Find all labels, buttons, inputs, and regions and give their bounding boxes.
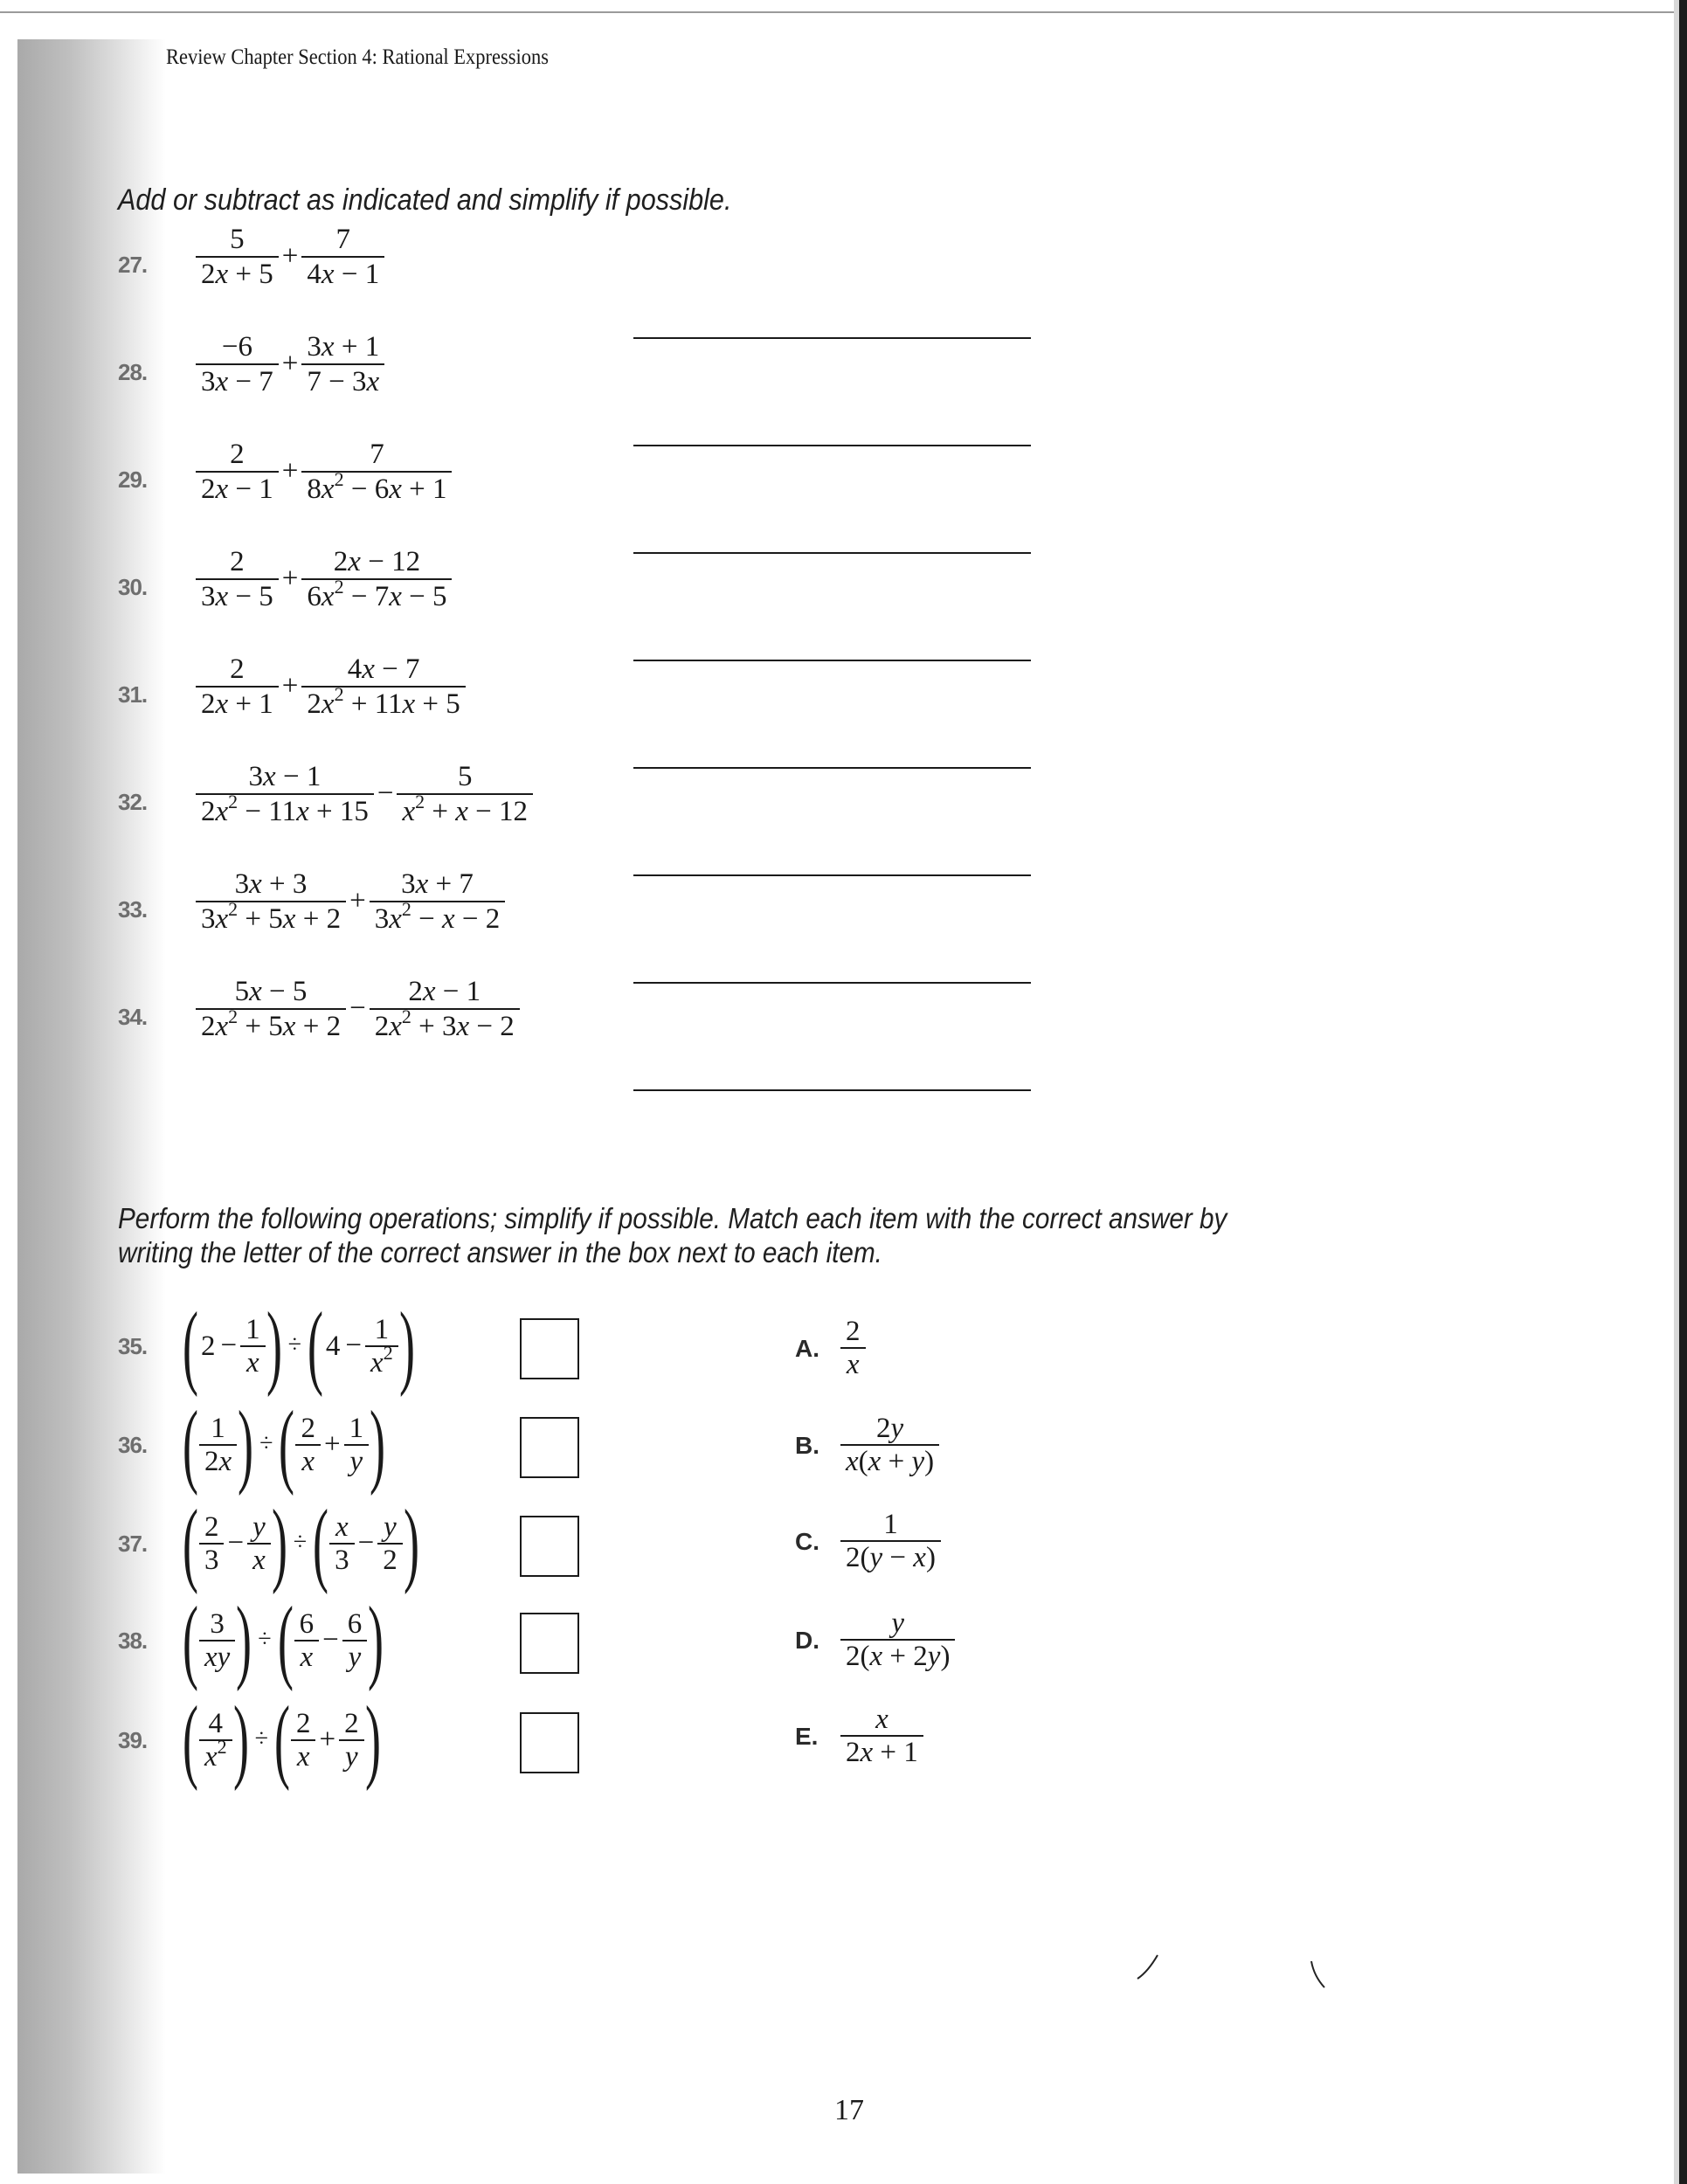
variable: x	[366, 366, 380, 397]
variable: y	[344, 1741, 358, 1773]
choice-fraction	[839, 1704, 925, 1768]
left-paren: (	[182, 1294, 198, 1398]
variable: x	[296, 1741, 310, 1773]
fraction	[363, 1314, 400, 1379]
problem-expression	[182, 1393, 386, 1496]
fraction	[376, 1511, 404, 1576]
variable: x	[415, 868, 429, 900]
problem-expression	[182, 1491, 419, 1595]
denominator: 2x + 1	[201, 688, 273, 720]
answer-box[interactable]	[520, 1417, 579, 1478]
variable: y	[349, 1446, 363, 1477]
problem-number: 39.	[118, 1727, 148, 1753]
numerator	[870, 1704, 894, 1735]
pen-mark-right	[1309, 1959, 1326, 1994]
problem-number: 37.	[118, 1531, 148, 1557]
right-paren: )	[403, 1491, 419, 1595]
divide-operator: ÷	[258, 1626, 272, 1653]
choice-fraction	[839, 1607, 957, 1672]
problem-expression	[194, 438, 453, 506]
right-paren: )	[368, 1588, 384, 1692]
exponent: 2	[217, 1736, 227, 1758]
variable: x	[868, 1446, 882, 1477]
variable: x	[913, 1542, 926, 1573]
numerator: 1	[211, 1413, 225, 1444]
variable: x	[215, 796, 229, 827]
numerator: 5	[458, 761, 473, 792]
denominator: 7 − 3x	[307, 366, 380, 397]
variable: y	[348, 1641, 362, 1673]
variable: x	[218, 1446, 232, 1477]
divide-operator: ÷	[259, 1430, 273, 1457]
variable: x	[389, 903, 402, 935]
denominator: 2x + 5	[201, 259, 273, 290]
fraction	[197, 1608, 237, 1673]
left-fraction	[194, 438, 280, 506]
right-paren: )	[238, 1393, 254, 1496]
denominator	[841, 1349, 865, 1380]
problem-expression	[194, 975, 522, 1043]
right-paren: )	[236, 1588, 252, 1692]
choice-fraction	[839, 1509, 943, 1573]
variable: x	[389, 473, 402, 505]
variable: x	[456, 1011, 470, 1042]
scan-edge-top	[0, 11, 1679, 13]
choice-letter: D.	[795, 1627, 819, 1654]
problem-expression	[182, 1588, 384, 1692]
numerator	[886, 1607, 909, 1639]
answer-line[interactable]	[633, 552, 1031, 554]
right-fraction	[300, 545, 453, 613]
problem-expression	[194, 867, 507, 936]
exponent: 2	[383, 1342, 393, 1364]
fraction	[342, 1413, 371, 1477]
variable: x	[301, 1446, 315, 1477]
variable: x	[389, 581, 402, 612]
problem-expression	[194, 330, 386, 398]
choice-fraction	[839, 1316, 868, 1380]
numerator: 1	[245, 1314, 260, 1345]
denominator	[295, 1641, 319, 1673]
variable: x	[246, 1347, 259, 1379]
variable: x	[402, 796, 416, 827]
variable: y	[869, 1542, 883, 1573]
problem-number: 35.	[118, 1333, 148, 1359]
left-fraction	[194, 330, 280, 398]
variable: x	[215, 473, 229, 505]
left-fraction	[194, 545, 280, 613]
left-paren: (	[313, 1491, 329, 1595]
choice-expression	[839, 1509, 943, 1573]
numerator: 2y	[875, 1413, 904, 1444]
variable: y	[252, 1511, 266, 1543]
denominator: 2(x + 2y)	[846, 1641, 951, 1672]
variable: x	[846, 1446, 859, 1477]
variable: x	[249, 976, 262, 1007]
choice-letter: B.	[795, 1432, 819, 1459]
answer-line[interactable]	[633, 337, 1031, 339]
operator: +	[281, 239, 299, 272]
variable: x	[204, 1741, 218, 1773]
problem-number: 27.	[118, 252, 148, 278]
variable: x	[249, 868, 262, 900]
numerator: 2x − 12	[333, 546, 421, 577]
problem-expression	[194, 223, 386, 291]
scan-edge-right	[1679, 0, 1687, 2184]
numerator: 1	[374, 1314, 390, 1345]
denominator	[296, 1446, 320, 1477]
denominator: 2x	[204, 1446, 232, 1477]
answer-line[interactable]	[633, 1089, 1031, 1091]
divide-operator: ÷	[293, 1529, 308, 1556]
left-paren: (	[273, 1688, 290, 1792]
answer-line[interactable]	[633, 767, 1031, 769]
variable: x	[321, 259, 335, 290]
numerator: 3	[210, 1608, 225, 1640]
divide-operator: ÷	[254, 1725, 268, 1752]
variable: y	[890, 1413, 904, 1444]
denominator: 2(y − x)	[846, 1542, 936, 1573]
denominator	[292, 1741, 315, 1773]
term: 2	[200, 1330, 216, 1362]
section1-instruction: Add or subtract as indicated and simplify if possible.	[118, 183, 732, 217]
denominator: $2x^2 + 11x + 5$	[307, 683, 460, 720]
denominator: $x^2 + x - 12$	[402, 791, 529, 827]
numerator: 1	[883, 1509, 898, 1540]
divide-operator: ÷	[287, 1331, 301, 1358]
variable: x	[215, 581, 229, 612]
problem-number: 30.	[118, 574, 148, 600]
numerator: 3x + 3	[234, 868, 308, 900]
left-fraction	[194, 653, 280, 721]
denominator	[199, 1641, 235, 1673]
fraction	[294, 1413, 322, 1477]
exponent: 2	[228, 791, 239, 812]
variable: x	[252, 1545, 266, 1576]
variable: x	[362, 653, 375, 685]
variable: x	[860, 1737, 874, 1768]
operator: −	[227, 1526, 245, 1559]
variable: y	[217, 1641, 231, 1673]
variable: x	[204, 1641, 218, 1673]
choice-letter: A.	[795, 1335, 819, 1362]
variable: x	[875, 1704, 888, 1735]
right-fraction	[300, 438, 453, 506]
problem-expression	[182, 1294, 415, 1398]
numerator: 2	[230, 439, 245, 470]
right-fraction	[368, 975, 522, 1043]
numerator: 3x + 7	[401, 868, 474, 900]
fraction	[197, 1511, 226, 1576]
section2-instruction-line1: Perform the following operations; simplify if possible. Match each item with the correct answer by	[118, 1202, 1227, 1234]
numerator: 2	[230, 653, 245, 685]
fraction	[197, 1413, 239, 1477]
right-paren: )	[364, 1688, 381, 1792]
denominator: $2x^2 - 11x + 15$	[201, 791, 369, 827]
exponent: 2	[228, 1006, 239, 1027]
denominator: 4x − 1	[307, 259, 380, 290]
variable: x	[282, 1011, 296, 1042]
numerator: 2	[344, 1708, 359, 1739]
numerator: 4x − 7	[347, 653, 420, 685]
denominator: 2x + 1	[846, 1737, 918, 1768]
right-paren: )	[398, 1294, 415, 1398]
denominator: 2	[383, 1545, 398, 1576]
variable: x	[215, 259, 229, 290]
fraction	[289, 1708, 318, 1773]
variable: x	[348, 546, 361, 577]
left-fraction	[194, 760, 376, 828]
denominator	[343, 1641, 367, 1673]
left-paren: (	[182, 1688, 198, 1792]
numerator: 1	[349, 1413, 364, 1444]
denominator	[241, 1347, 265, 1379]
exponent: 2	[334, 576, 344, 598]
variable: x	[296, 796, 309, 827]
denominator: $3x^2 - x - 2$	[374, 898, 501, 935]
right-fraction	[300, 330, 386, 398]
variable: x	[321, 688, 335, 720]
denominator	[344, 1446, 368, 1477]
variable: y	[911, 1446, 925, 1477]
denominator: 3x − 5	[201, 581, 273, 612]
numerator	[378, 1511, 402, 1543]
operator: +	[319, 1723, 336, 1755]
variable: y	[891, 1607, 905, 1639]
numerator: 7	[370, 439, 384, 470]
variable: x	[389, 1011, 402, 1042]
fraction	[337, 1708, 366, 1773]
problem-expression	[194, 653, 467, 721]
problem-number: 32.	[118, 789, 148, 815]
variable: x	[215, 903, 229, 935]
right-fraction	[368, 867, 508, 936]
numerator: 5x − 5	[234, 976, 308, 1007]
left-paren: (	[277, 1588, 294, 1692]
choice-fraction	[839, 1413, 941, 1477]
left-paren: (	[182, 1393, 198, 1496]
numerator: 2	[295, 1708, 311, 1739]
problem-number: 31.	[118, 681, 148, 708]
numerator: 7	[335, 224, 351, 255]
operator: −	[357, 1526, 375, 1559]
exponent: 2	[415, 791, 425, 812]
exponent: 2	[334, 468, 344, 490]
denominator: $8x^2 - 6x + 1$	[307, 468, 447, 505]
right-paren: )	[232, 1688, 249, 1792]
variable: x	[321, 331, 335, 363]
numerator: 2	[846, 1316, 861, 1347]
term: 4	[325, 1330, 341, 1362]
fraction	[197, 1708, 234, 1773]
choice-expression	[839, 1413, 941, 1477]
fraction	[328, 1511, 356, 1576]
right-paren: )	[266, 1294, 282, 1398]
denominator	[365, 1342, 398, 1379]
denominator: 2x − 1	[201, 473, 273, 505]
problem-expression	[182, 1688, 381, 1792]
left-paren: (	[279, 1393, 295, 1496]
variable: x	[300, 1641, 314, 1673]
denominator	[199, 1736, 232, 1773]
denominator: $6x^2 - 7x - 5$	[307, 576, 447, 612]
variable: x	[869, 1641, 883, 1672]
denominator: x(x + y)	[846, 1446, 935, 1477]
problem-number: 28.	[118, 359, 148, 385]
variable: x	[455, 796, 468, 827]
numerator: 2	[230, 546, 245, 577]
problem-number: 38.	[118, 1628, 148, 1654]
variable: y	[384, 1511, 397, 1543]
numerator: 3x − 1	[248, 761, 321, 792]
numerator: 2	[204, 1511, 219, 1543]
right-fraction	[300, 223, 386, 291]
numerator: 6	[299, 1608, 315, 1640]
variable: x	[370, 1347, 384, 1379]
choice-expression	[839, 1316, 868, 1380]
operator: −	[220, 1329, 238, 1361]
variable: y	[927, 1641, 941, 1672]
answer-line[interactable]	[633, 445, 1031, 446]
right-paren: )	[271, 1491, 287, 1595]
problem-number: 33.	[118, 896, 148, 923]
problem-number: 34.	[118, 1004, 148, 1030]
variable: x	[441, 903, 455, 935]
exponent: 2	[401, 898, 411, 920]
numerator: 4	[208, 1708, 224, 1739]
right-paren: )	[370, 1393, 386, 1496]
answer-box[interactable]	[520, 1318, 579, 1379]
variable: x	[263, 761, 276, 792]
numerator: 2	[301, 1413, 315, 1444]
page-header: Review Chapter Section 4: Rational Expressions	[166, 45, 550, 69]
variable: x	[215, 1011, 229, 1042]
operator: +	[349, 884, 366, 916]
answer-box[interactable]	[520, 1712, 579, 1773]
answer-box[interactable]	[520, 1516, 579, 1577]
left-fraction	[194, 223, 280, 291]
variable: x	[335, 1511, 349, 1543]
answer-line[interactable]	[633, 982, 1031, 984]
denominator	[247, 1545, 271, 1576]
numerator	[330, 1511, 354, 1543]
fraction	[245, 1511, 273, 1576]
operator: +	[281, 669, 299, 702]
exponent: 2	[401, 1006, 411, 1027]
operator: +	[323, 1427, 341, 1460]
fraction	[341, 1608, 370, 1673]
operator: −	[322, 1623, 339, 1655]
right-fraction	[300, 653, 467, 721]
denominator: $2x^2 + 3x - 2$	[374, 1006, 515, 1042]
exponent: 2	[334, 683, 344, 705]
denominator: $2x^2 + 5x + 2$	[201, 1006, 342, 1042]
left-paren: (	[182, 1491, 198, 1595]
answer-box[interactable]	[520, 1613, 579, 1674]
operator: +	[281, 454, 299, 487]
right-fraction	[395, 760, 535, 828]
denominator: 3	[335, 1545, 349, 1576]
numerator	[247, 1511, 271, 1543]
choice-letter: E.	[795, 1723, 819, 1750]
left-paren: (	[307, 1294, 323, 1398]
denominator: 3x − 7	[201, 366, 273, 397]
pen-mark-left	[1136, 1952, 1162, 1983]
variable: x	[321, 581, 335, 612]
numerator: 5	[230, 224, 245, 255]
denominator: $3x^2 + 5x + 2$	[201, 898, 342, 935]
numerator: −6	[221, 331, 252, 363]
denominator: 3	[204, 1545, 219, 1576]
variable: x	[846, 1349, 860, 1380]
variable: x	[321, 473, 335, 505]
variable: x	[422, 976, 436, 1007]
section2-instruction-line2: writing the letter of the correct answer in the box next to each item.	[118, 1236, 882, 1268]
left-paren: (	[182, 1588, 198, 1692]
choice-expression	[839, 1607, 957, 1672]
operator: −	[345, 1329, 363, 1361]
numerator: 2x − 1	[408, 976, 481, 1007]
choice-expression	[839, 1704, 925, 1768]
denominator	[340, 1741, 363, 1773]
operator: +	[281, 562, 299, 594]
variable: x	[282, 903, 296, 935]
problem-number: 29.	[118, 467, 148, 493]
fraction	[293, 1608, 321, 1673]
operator: −	[349, 992, 366, 1024]
problem-expression	[194, 760, 535, 828]
operator: +	[281, 347, 299, 379]
choice-letter: C.	[795, 1528, 819, 1555]
problem-expression	[194, 545, 453, 613]
variable: x	[215, 688, 229, 720]
operator: −	[377, 777, 394, 809]
left-fraction	[194, 867, 348, 936]
problem-number: 36.	[118, 1432, 148, 1458]
page-number: 17	[834, 2094, 864, 2126]
numerator: 6	[347, 1608, 363, 1640]
answer-line[interactable]	[633, 660, 1031, 661]
variable: x	[402, 688, 416, 720]
answer-line[interactable]	[633, 874, 1031, 876]
variable: x	[215, 366, 229, 397]
numerator: 3x + 1	[307, 331, 380, 363]
fraction	[239, 1314, 267, 1379]
left-fraction	[194, 975, 348, 1043]
exponent: 2	[228, 898, 239, 920]
